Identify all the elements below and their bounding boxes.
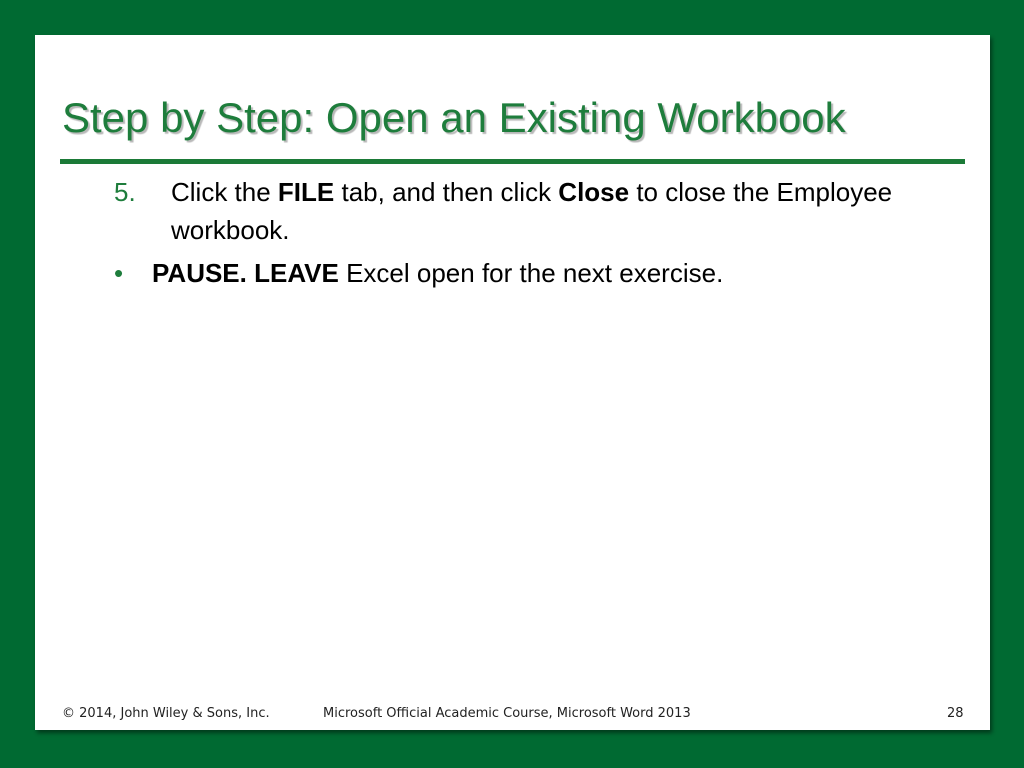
title-underline bbox=[60, 159, 965, 164]
bullet-item bbox=[114, 254, 914, 292]
numbered-step bbox=[114, 173, 894, 249]
slide-canvas bbox=[35, 35, 990, 730]
step-text-part: to close the Employee workbook. bbox=[171, 177, 893, 245]
step-file-keyword: FILE bbox=[277, 177, 335, 207]
bullet-marker: • bbox=[114, 258, 124, 288]
step-text-part: Click the bbox=[171, 177, 278, 207]
footer-course-name: Microsoft Official Academic Course, Microsoft Word 2013 bbox=[323, 706, 691, 721]
step-number: 5. bbox=[114, 177, 136, 207]
bullet-text: Excel open for the next exercise. bbox=[338, 258, 724, 288]
slide-page-number: 28 bbox=[947, 706, 964, 721]
bullet-bold-text: PAUSE. LEAVE bbox=[152, 258, 339, 288]
step-text bbox=[171, 173, 894, 249]
slide-title: Step by Step: Open an Existing Workbook bbox=[62, 94, 846, 141]
step-text-part: tab, and then click bbox=[334, 177, 559, 207]
step-close-keyword: Close bbox=[558, 177, 630, 207]
footer-copyright: © 2014, John Wiley & Sons, Inc. bbox=[62, 706, 270, 721]
